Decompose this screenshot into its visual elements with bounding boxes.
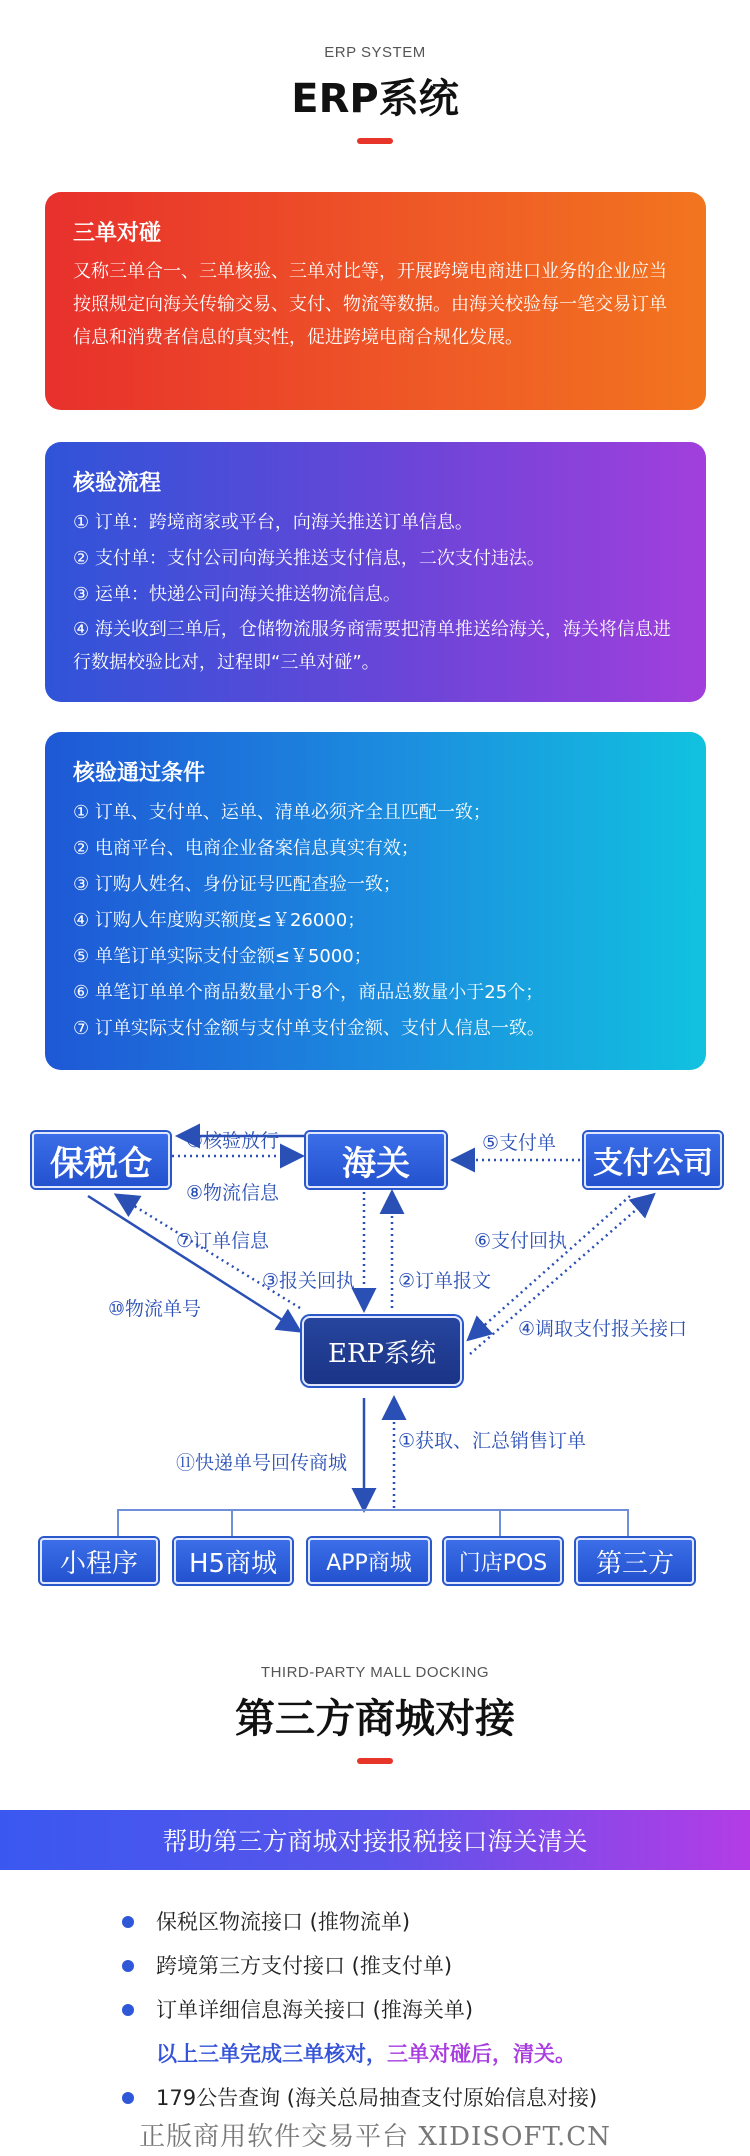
channel-store-pos: 门店POS [444,1538,562,1584]
process-step: ③ 运单：快递公司向海关推送物流信息。 [73,584,401,605]
list-item: 保税区物流接口 (推物流单) [120,1900,740,1944]
label-logistics-number: ⑩物流单号 [108,1298,202,1320]
title-underline-bar [357,138,393,144]
label-payment-receipt: ⑥支付回执 [474,1230,568,1252]
footer-watermark: 正版商用软件交易平台 XIDISOFT.CN [139,2122,611,2152]
condition-item: ⑤ 单笔订单实际支付金额≤￥5000； [73,946,372,967]
label-payment-order: ⑤支付单 [482,1132,557,1154]
bullet-dot-icon [122,1960,134,1972]
condition-item: ① 订单、支付单、运单、清单必须齐全且匹配一致； [73,802,491,823]
mall-banner: 帮助第三方商城对接报税接口海关清关 [0,1810,750,1870]
process-step: ② 支付单：支付公司向海关推送支付信息，二次支付违法。 [73,548,545,569]
condition-item: ③ 订购人姓名、身份证号匹配查验一致； [73,874,401,895]
node-bonded-warehouse: 保税仓 [32,1132,170,1188]
channel-h5-mall: H5商城 [174,1538,292,1584]
condition-item: ⑦ 订单实际支付金额与支付单支付金额、支付人信息一致。 [73,1018,545,1039]
channel-bracket [118,1510,628,1536]
bullet-dot-icon [122,1916,134,1928]
bullet-dot-icon [122,2092,134,2104]
channel-mini-program: 小程序 [40,1538,158,1584]
process-step: ① 订单：跨境商家或平台，向海关推送订单信息。 [73,512,473,533]
channel-third-party: 第三方 [576,1538,694,1584]
label-payment-interface: ④调取支付报关接口 [518,1318,688,1340]
title-underline-bar [357,1758,393,1764]
clearance-note: 以上三单完成三单核对，三单对碰后，清关。 [156,2042,576,2066]
condition-item: ⑥ 单笔订单单个商品数量小于8个，商品总数量小于25个； [73,982,544,1003]
mall-section-title: 第三方商城对接 [235,1696,515,1742]
node-erp-system: ERP系统 [302,1316,462,1386]
interface-list [120,1900,740,2120]
label-express-number: ⑪快递单号回传商城 [176,1452,348,1474]
card-pass-conditions [45,732,706,1070]
condition-item: ④ 订购人年度购买额度≤￥26000； [73,910,366,931]
card-three-order-match [45,192,706,410]
erp-section-header [0,44,750,144]
label-release: ⑨核验放行 [186,1130,280,1152]
mall-section-header [0,1664,750,1764]
list-item: 订单详细信息海关接口 (推海关单) [120,1988,740,2032]
channel-app-mall: APP商城 [308,1538,430,1584]
bullet-dot-icon [122,2004,134,2016]
card-title: 核验通过条件 [73,761,206,786]
card-title: 核验流程 [73,471,162,496]
erp-section-title: ERP系统 [291,76,459,122]
list-item: 179公告查询 (海关总局抽查支付原始信息对接) [120,2076,740,2120]
erp-flow-diagram [0,1110,750,1600]
label-order-info: ⑦订单信息 [176,1230,270,1252]
erp-section-subtitle: ERP SYSTEM [324,44,426,61]
process-step: ④ 海关收到三单后，仓储物流服务商需要把清单推送给海关，海关将信息进行数据校验比对，过程即“三单对碰”。 [73,619,671,673]
node-customs: 海关 [306,1132,446,1188]
condition-item: ② 电商平台、电商企业备案信息真实有效； [73,838,419,859]
card-text: 又称三单合一、三单核验、三单对比等，开展跨境电商进口业务的企业应当按照规定向海关传输交易、支付、物流等数据。由海关校验每一笔交易订单信息和消费者信息的真实性，促进跨境电商合规化发展。 [73,261,667,348]
label-order-message: ②订单报文 [398,1270,492,1292]
label-logistics-info: ⑧物流信息 [186,1182,280,1204]
label-declaration-receipt: ③报关回执 [262,1270,356,1292]
card-title: 三单对碰 [73,221,162,246]
card-verification-process [45,442,706,702]
list-item: 跨境第三方支付接口 (推支付单) [120,1944,740,1988]
label-fetch-orders: ①获取、汇总销售订单 [398,1430,587,1452]
node-payment-company: 支付公司 [584,1132,722,1188]
mall-section-subtitle: THIRD-PARTY MALL DOCKING [260,1664,490,1681]
